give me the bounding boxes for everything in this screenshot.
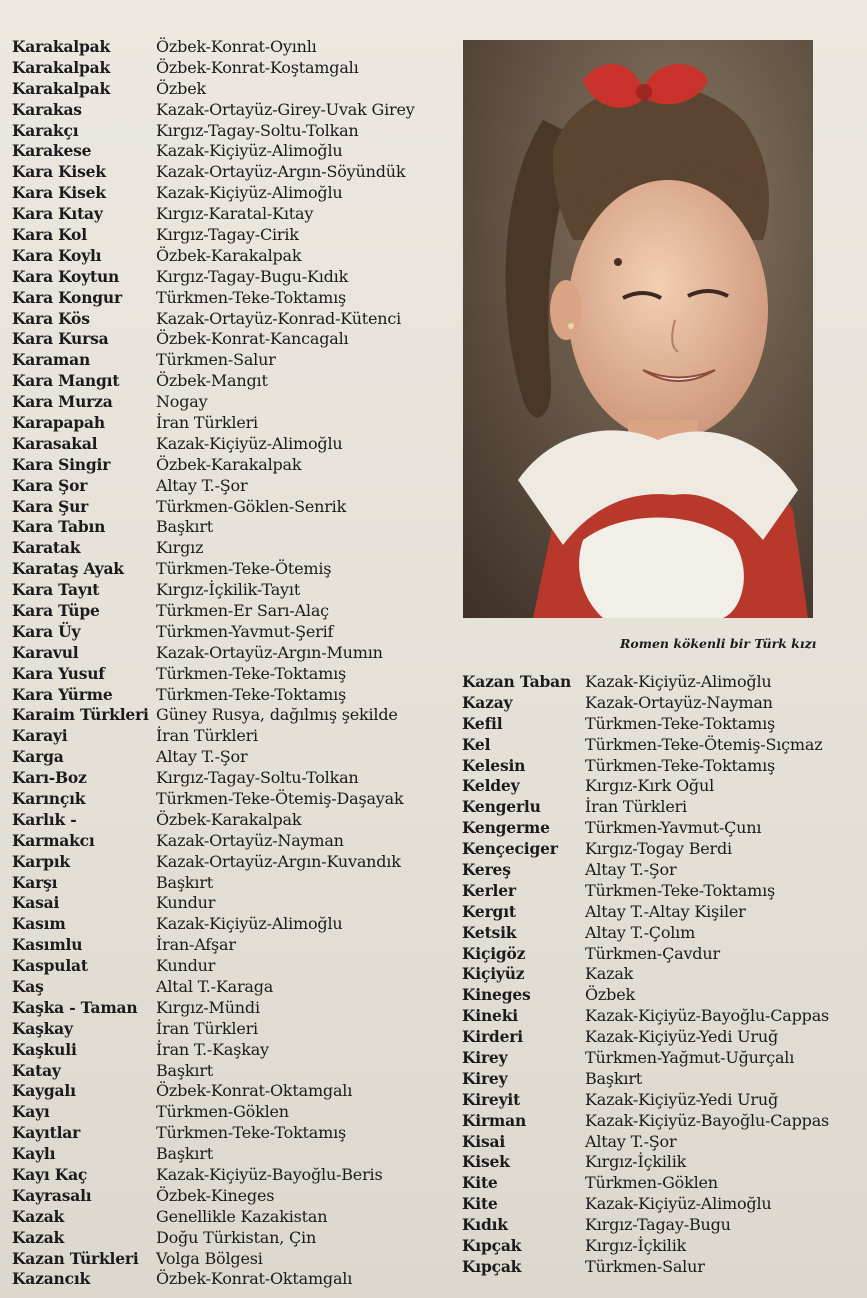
tribe-affiliation: İran Türkleri xyxy=(156,412,258,432)
tribe-name: Kirman xyxy=(462,1110,527,1130)
tribe-affiliation: Türkmen-Yavmut-Çunı xyxy=(585,818,762,838)
tribe-name: Karmakcı xyxy=(12,830,95,850)
tribe-affiliation: Türkmen-Teke-Toktamış xyxy=(156,1123,347,1143)
tribe-affiliation: Kazak-Ortayüz-Argın-Söyündük xyxy=(156,162,406,182)
list-item xyxy=(12,1081,452,1102)
tribe-affiliation: Türkmen-Teke-Ötemiş xyxy=(156,559,332,579)
list-item xyxy=(12,328,452,349)
list-item xyxy=(12,997,452,1018)
tribe-affiliation: Türkmen-Çavdur xyxy=(585,943,720,963)
list-item xyxy=(12,454,452,475)
tribe-name: Karakalpak xyxy=(12,36,111,56)
tribe-affiliation: Altay T.-Şor xyxy=(156,475,248,495)
list-item xyxy=(12,433,452,454)
tribe-name: Karlık - xyxy=(12,809,77,829)
list-item xyxy=(12,684,452,705)
tribe-name: Karakas xyxy=(12,99,82,119)
tribe-name: Kaşkuli xyxy=(12,1039,77,1059)
tribe-name: Karasakal xyxy=(12,433,98,453)
list-item xyxy=(12,308,452,329)
tribe-affiliation: Kazak-Kiçiyüz-Alimoğlu xyxy=(156,433,343,453)
tribe-affiliation: Kazak-Kiçiyüz-Alimoğlu xyxy=(585,671,772,691)
list-item xyxy=(12,893,452,914)
list-item xyxy=(12,78,452,99)
tribe-affiliation: Kırgız-İçkilik xyxy=(585,1152,687,1172)
tribe-name: Karataş Ayak xyxy=(12,559,124,579)
tribe-name: Kara Tabın xyxy=(12,517,106,537)
list-item xyxy=(12,788,452,809)
tribe-affiliation: Kazak-Kiçiyüz-Bayoğlu-Cappas xyxy=(585,1006,830,1026)
list-item xyxy=(12,1018,452,1039)
tribe-name: Kazak xyxy=(12,1206,65,1226)
tribe-name: Kaspulat xyxy=(12,956,88,976)
list-item xyxy=(12,1185,452,1206)
list-item xyxy=(12,224,452,245)
tribe-name: Kineki xyxy=(462,1006,518,1026)
list-item xyxy=(12,767,452,788)
tribe-affiliation: Özbek-Konrat-Koştamgalı xyxy=(156,57,359,77)
tribe-affiliation: Kırgız-Mündi xyxy=(156,997,260,1017)
tribe-name: Kara Koytun xyxy=(12,266,120,286)
tribe-name: Kara Kisek xyxy=(12,183,106,203)
tribe-name: Kazan Türkleri xyxy=(12,1248,139,1268)
list-item xyxy=(12,851,452,872)
tribe-affiliation: Özbek-Karakalpak xyxy=(156,454,302,474)
list-item xyxy=(12,558,452,579)
tribe-affiliation: Altay T.-Şor xyxy=(156,747,248,767)
list-item xyxy=(462,1172,862,1193)
list-item xyxy=(12,245,452,266)
list-item xyxy=(462,817,862,838)
list-item xyxy=(462,880,862,901)
list-item xyxy=(462,1256,862,1277)
tribe-affiliation: Altal T.-Karaga xyxy=(156,977,274,997)
tribe-name: Kara Üy xyxy=(12,621,81,641)
tribe-affiliation: Kırgız-Tagay-Soltu-Tolkan xyxy=(156,120,359,140)
tribe-affiliation: Başkırt xyxy=(156,517,213,537)
tribe-affiliation: Kazak-Kiçiyüz-Yedi Uruğ xyxy=(585,1027,779,1047)
tribe-name: Karakese xyxy=(12,141,92,161)
list-item xyxy=(462,692,862,713)
tribe-affiliation: Kırgız-İçkilik xyxy=(585,1235,687,1255)
tribe-affiliation: Kundur xyxy=(156,956,216,976)
tribe-name: Kara Tüpe xyxy=(12,600,100,620)
tribe-affiliation: Türkmen-Yağmut-Uğurçalı xyxy=(585,1047,795,1067)
tribe-name: Kireyit xyxy=(462,1089,521,1109)
left-column-list xyxy=(12,36,452,1289)
tribe-affiliation: Başkırt xyxy=(585,1068,642,1088)
list-item xyxy=(12,120,452,141)
tribe-affiliation: Kazak xyxy=(585,964,634,984)
tribe-name: Karapapah xyxy=(12,412,105,432)
tribe-name: Kazancık xyxy=(12,1269,91,1289)
tribe-name: Kara Koylı xyxy=(12,245,102,265)
tribe-affiliation: Kırgız-Tagay-Soltu-Tolkan xyxy=(156,768,359,788)
list-item xyxy=(12,412,452,433)
tribe-affiliation: Kazak-Kiçiyüz-Alimoğlu xyxy=(156,141,343,161)
tribe-name: Kazan Taban xyxy=(462,671,572,691)
list-item xyxy=(462,901,862,922)
tribe-name: Kara Kongur xyxy=(12,287,122,307)
tribe-name: Kara Kol xyxy=(12,224,87,244)
tribe-name: Karı-Boz xyxy=(12,768,87,788)
tribe-affiliation: Kundur xyxy=(156,893,216,913)
tribe-affiliation: Kırgız xyxy=(156,538,204,558)
list-item xyxy=(462,1131,862,1152)
tribe-affiliation: Türkmen-Göklen-Senrik xyxy=(156,496,347,516)
list-item xyxy=(12,1039,452,1060)
tribe-name: Kengerlu xyxy=(462,797,541,817)
tribe-affiliation: Kazak-Ortayüz-Nayman xyxy=(156,830,344,850)
list-item xyxy=(12,913,452,934)
tribe-affiliation: Türkmen-Teke-Toktamış xyxy=(156,684,347,704)
tribe-affiliation: Türkmen-Er Sarı-Alaç xyxy=(156,600,329,620)
list-item xyxy=(12,663,452,684)
tribe-name: Kasım xyxy=(12,914,66,934)
tribe-name: Kara Şor xyxy=(12,475,88,495)
tribe-name: Kayrasalı xyxy=(12,1185,92,1205)
tribe-affiliation: Kırgız-Togay Berdi xyxy=(585,839,732,859)
tribe-name: Kelesin xyxy=(462,755,526,775)
list-item xyxy=(462,1110,862,1131)
list-item xyxy=(12,642,452,663)
tribe-affiliation: İran-Afşar xyxy=(156,935,236,955)
list-item xyxy=(462,713,862,734)
tribe-name: Kirey xyxy=(462,1047,508,1067)
tribe-name: Kirey xyxy=(462,1068,508,1088)
tribe-affiliation: Kırgız-Tagay-Bugu-Kıdık xyxy=(156,266,349,286)
list-item xyxy=(12,579,452,600)
tribe-affiliation: Altay T.-Altay Kişiler xyxy=(585,901,746,921)
tribe-affiliation: Türkmen-Yavmut-Şerif xyxy=(156,621,334,641)
list-item xyxy=(12,934,452,955)
tribe-affiliation: Özbek-Konrat-Oktamgalı xyxy=(156,1081,353,1101)
tribe-affiliation: Kırgız-Kırk Oğul xyxy=(585,776,714,796)
list-item xyxy=(12,161,452,182)
tribe-affiliation: Türkmen-Teke-Ötemiş-Daşayak xyxy=(156,789,404,808)
tribe-name: Kayıtlar xyxy=(12,1123,81,1143)
tribe-affiliation: İran Türkleri xyxy=(156,1018,258,1038)
tribe-name: Kayı Kaç xyxy=(12,1165,88,1185)
tribe-name: Karınçık xyxy=(12,789,86,808)
tribe-name: Kençeciger xyxy=(462,839,558,859)
tribe-affiliation: Türkmen-Teke-Toktamış xyxy=(585,880,776,900)
tribe-affiliation: Türkmen-Teke-Ötemiş-Sıçmaz xyxy=(585,734,823,754)
tribe-name: Kaş xyxy=(12,977,44,997)
list-item xyxy=(12,537,452,558)
tribe-name: Kara Murza xyxy=(12,392,113,412)
tribe-name: Karaman xyxy=(12,350,91,370)
list-item xyxy=(462,755,862,776)
list-item xyxy=(462,922,862,943)
list-item xyxy=(12,516,452,537)
tribe-name: Kiçigöz xyxy=(462,943,526,963)
list-item xyxy=(12,976,452,997)
tribe-affiliation: Özbek-Konrat-Oktamgalı xyxy=(156,1269,353,1289)
tribe-affiliation: Nogay xyxy=(156,392,208,412)
tribe-name: Karakalpak xyxy=(12,57,111,77)
tribe-affiliation: Altay T.-Şor xyxy=(585,859,677,879)
list-item xyxy=(12,57,452,78)
tribe-name: Kiçiyüz xyxy=(462,964,525,984)
tribe-name: Kara Kıtay xyxy=(12,204,103,224)
list-item xyxy=(12,182,452,203)
tribe-affiliation: Türkmen-Teke-Toktamış xyxy=(156,287,347,307)
tribe-affiliation: Volga Bölgesi xyxy=(156,1248,263,1268)
tribe-affiliation: Başkırt xyxy=(156,1144,213,1164)
tribe-name: Kaşka - Taman xyxy=(12,997,138,1017)
list-item xyxy=(12,809,452,830)
list-item xyxy=(12,203,452,224)
list-item xyxy=(462,1235,862,1256)
list-item xyxy=(12,1060,452,1081)
tribe-affiliation: Kazak-Kiçiyüz-Bayoğlu-Beris xyxy=(156,1165,383,1185)
tribe-name: Kara Şur xyxy=(12,496,89,516)
list-item xyxy=(12,99,452,120)
tribe-affiliation: Özbek-Kineges xyxy=(156,1185,275,1205)
list-item xyxy=(12,1164,452,1185)
tribe-name: Kaygalı xyxy=(12,1081,76,1101)
list-item xyxy=(12,1122,452,1143)
tribe-affiliation: Özbek-Karakalpak xyxy=(156,245,302,265)
tribe-name: Kergıt xyxy=(462,901,516,921)
list-item xyxy=(12,36,452,57)
tribe-name: Kaşkay xyxy=(12,1018,73,1038)
tribe-affiliation: Altay T.-Çolım xyxy=(585,922,696,942)
tribe-name: Kara Tayıt xyxy=(12,580,100,600)
tribe-affiliation: Altay T.-Şor xyxy=(585,1131,677,1151)
tribe-affiliation: Kırgız-Tagay-Bugu xyxy=(585,1215,731,1235)
tribe-affiliation: Kazak-Kiçiyüz-Yedi Uruğ xyxy=(585,1089,779,1109)
tribe-name: Kirderi xyxy=(462,1027,523,1047)
tribe-name: Kıpçak xyxy=(462,1235,522,1255)
tribe-affiliation: Doğu Türkistan, Çin xyxy=(156,1227,317,1247)
list-item xyxy=(12,1101,452,1122)
list-item xyxy=(462,963,862,984)
tribe-name: Kerler xyxy=(462,880,516,900)
list-item xyxy=(12,391,452,412)
tribe-name: Kite xyxy=(462,1194,498,1214)
tribe-name: Karpık xyxy=(12,851,70,871)
tribe-name: Karşı xyxy=(12,872,58,892)
list-item xyxy=(12,496,452,517)
list-item xyxy=(12,746,452,767)
tribe-name: Katay xyxy=(12,1060,61,1080)
tribe-name: Karakçı xyxy=(12,120,79,140)
tribe-name: Kereş xyxy=(462,859,511,879)
tribe-affiliation: Başkırt xyxy=(156,872,213,892)
tribe-name: Karaim Türkleri xyxy=(12,705,149,725)
right-column-list xyxy=(462,671,862,1277)
tribe-name: Kasai xyxy=(12,893,60,913)
tribe-name: Kıdık xyxy=(462,1215,508,1235)
tribe-affiliation: Türkmen-Teke-Toktamış xyxy=(156,663,347,683)
tribe-affiliation: Özbek xyxy=(585,985,635,1005)
tribe-name: Kineges xyxy=(462,985,531,1005)
tribe-name: Kara Yusuf xyxy=(12,663,105,683)
tribe-name: Kasımlu xyxy=(12,935,83,955)
tribe-name: Kara Kisek xyxy=(12,162,106,182)
tribe-affiliation: Özbek-Karakalpak xyxy=(156,809,302,829)
tribe-affiliation: Türkmen-Teke-Toktamış xyxy=(585,713,776,733)
list-item xyxy=(12,266,452,287)
list-item xyxy=(12,621,452,642)
tribe-name: Kisek xyxy=(462,1152,510,1172)
tribe-affiliation: Türkmen-Göklen xyxy=(156,1102,289,1122)
tribe-affiliation: Kazak-Ortayüz-Nayman xyxy=(585,692,773,712)
list-item xyxy=(12,140,452,161)
list-item xyxy=(12,600,452,621)
tribe-affiliation: İran T.-Kaşkay xyxy=(156,1039,269,1059)
tribe-name: Kara Kös xyxy=(12,308,90,328)
tribe-affiliation: Özbek-Konrat-Kancagalı xyxy=(156,329,349,349)
tribe-name: Kara Mangıt xyxy=(12,371,120,391)
tribe-affiliation: Kırgız-Karatal-Kıtay xyxy=(156,204,314,224)
tribe-name: Kara Singir xyxy=(12,454,111,474)
list-item xyxy=(12,287,452,308)
list-item xyxy=(462,838,862,859)
list-item xyxy=(462,1047,862,1068)
tribe-affiliation: İran Türkleri xyxy=(585,797,687,817)
tribe-affiliation: Kazak-Ortayüz-Argın-Mumın xyxy=(156,642,383,662)
tribe-affiliation: Kazak-Ortayüz-Girey-Uvak Girey xyxy=(156,99,415,119)
tribe-affiliation: Kazak-Kiçiyüz-Alimoğlu xyxy=(156,914,343,934)
tribe-name: Kisai xyxy=(462,1131,506,1151)
tribe-name: Kefil xyxy=(462,713,503,733)
tribe-affiliation: Kırgız-Tagay-Cirik xyxy=(156,224,299,244)
tribe-affiliation: Genellikle Kazakistan xyxy=(156,1206,328,1226)
list-item xyxy=(12,872,452,893)
tribe-name: Karayi xyxy=(12,726,68,746)
list-item xyxy=(12,1206,452,1227)
list-item xyxy=(462,1026,862,1047)
tribe-affiliation: İran Türkleri xyxy=(156,726,258,746)
list-item xyxy=(12,1248,452,1269)
list-item xyxy=(462,734,862,755)
tribe-name: Kazay xyxy=(462,692,513,712)
list-item xyxy=(462,984,862,1005)
list-item xyxy=(462,671,862,692)
tribe-affiliation: Türkmen-Teke-Toktamış xyxy=(585,755,776,775)
tribe-name: Kara Kursa xyxy=(12,329,109,349)
tribe-name: Kara Yürme xyxy=(12,684,113,704)
list-item xyxy=(12,725,452,746)
tribe-name: Kaylı xyxy=(12,1144,56,1164)
tribe-affiliation: Başkırt xyxy=(156,1060,213,1080)
list-item xyxy=(462,775,862,796)
list-item xyxy=(12,705,452,726)
tribe-affiliation: Türkmen-Göklen xyxy=(585,1173,718,1193)
list-item xyxy=(12,1227,452,1248)
tribe-affiliation: Kazak-Ortayüz-Konrad-Kütenci xyxy=(156,308,402,328)
tribe-name: Ketsik xyxy=(462,922,517,942)
tribe-name: Karavul xyxy=(12,642,79,662)
tribe-affiliation: Kazak-Ortayüz-Argın-Kuvandık xyxy=(156,851,401,871)
tribe-affiliation: Kazak-Kiçiyüz-Alimoğlu xyxy=(585,1194,772,1214)
girl-portrait-photo xyxy=(463,40,813,618)
list-item xyxy=(12,370,452,391)
tribe-affiliation: Özbek xyxy=(156,78,206,98)
tribe-name: Kayı xyxy=(12,1102,50,1122)
tribe-affiliation: Türkmen-Salur xyxy=(585,1256,705,1276)
tribe-name: Keldey xyxy=(462,776,520,796)
list-item xyxy=(462,859,862,880)
list-item xyxy=(462,1214,862,1235)
list-item xyxy=(12,1269,452,1290)
list-item xyxy=(12,830,452,851)
tribe-name: Karakalpak xyxy=(12,78,111,98)
tribe-name: Karga xyxy=(12,747,64,767)
list-item xyxy=(12,475,452,496)
tribe-name: Kıpçak xyxy=(462,1256,522,1276)
girl-portrait-illustration xyxy=(463,40,813,618)
list-item xyxy=(462,1151,862,1172)
tribe-name: Kite xyxy=(462,1173,498,1193)
list-item xyxy=(12,955,452,976)
tribe-name: Kel xyxy=(462,734,491,754)
tribe-affiliation: Türkmen-Salur xyxy=(156,350,276,370)
tribe-affiliation: Özbek-Mangıt xyxy=(156,371,268,391)
tribe-affiliation: Güney Rusya, dağılmış şekilde xyxy=(156,705,398,725)
photo-caption: Romen kökenli bir Türk kızı xyxy=(620,636,817,651)
list-item xyxy=(462,1005,862,1026)
tribe-name: Kengerme xyxy=(462,818,550,838)
list-item xyxy=(462,943,862,964)
tribe-name: Kazak xyxy=(12,1227,65,1247)
list-item xyxy=(462,1089,862,1110)
tribe-affiliation: Kazak-Kiçiyüz-Alimoğlu xyxy=(156,183,343,203)
tribe-name: Karatak xyxy=(12,538,81,558)
list-item xyxy=(462,796,862,817)
list-item xyxy=(462,1068,862,1089)
tribe-affiliation: Özbek-Konrat-Oyınlı xyxy=(156,36,317,56)
list-item xyxy=(12,349,452,370)
tribe-affiliation: Kazak-Kiçiyüz-Bayoğlu-Cappas xyxy=(585,1110,830,1130)
list-item xyxy=(462,1193,862,1214)
list-item xyxy=(12,1143,452,1164)
tribe-affiliation: Kırgız-İçkilik-Tayıt xyxy=(156,580,301,600)
